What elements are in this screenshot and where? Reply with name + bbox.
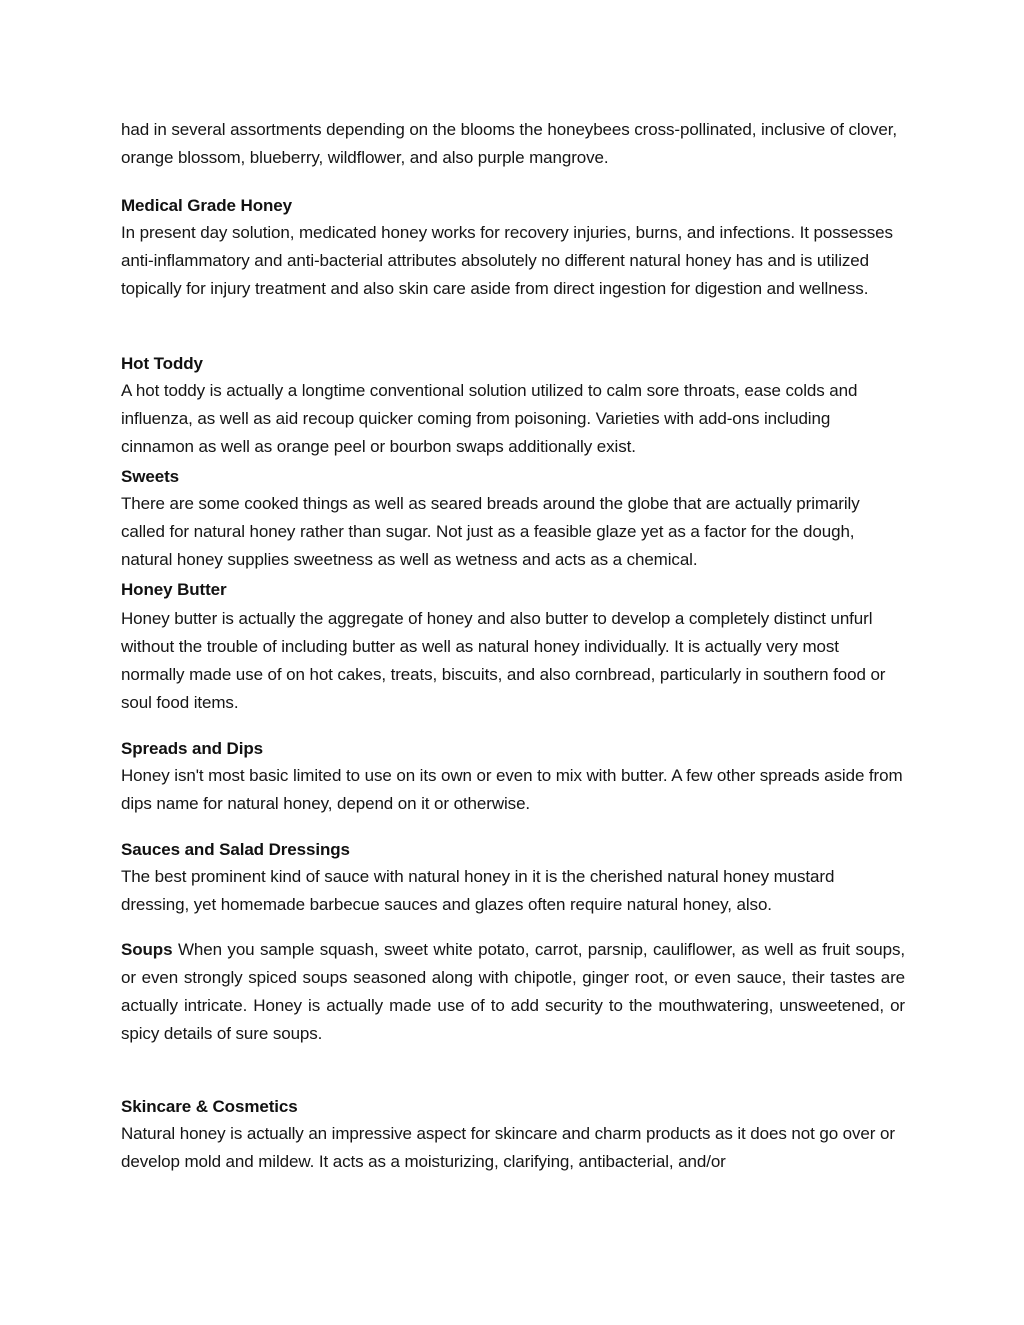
section-medical-grade-honey <box>121 193 905 303</box>
section-body: When you sample squash, sweet white potato, carrot, parsnip, cauliflower, as well as fruit soups, or even strongly spiced soups seasoned along with chipotle, ginger root, or even sauce, their tastes are actually intricate. Honey is actually made use of to add security to the mouthwatering, unsweetened, or spicy details of sure soups. <box>121 940 905 1043</box>
section-body: A hot toddy is actually a longtime conventional solution utilized to calm sore throats, ease colds and influenza, as well as aid recoup quicker coming from poisoning. Varieties with add-ons including cinnamon as well as orange peel or bourbon swaps additionally exist. <box>121 381 858 456</box>
section-heading: Honey Butter <box>121 580 227 599</box>
section-body: In present day solution, medicated honey works for recovery injuries, burns, and infections. It possesses anti-inflammatory and anti-bacterial attributes absolutely no different natural honey has and is utilized topically for injury treatment and also skin care aside from direct ingestion for digestion and wellness. <box>121 223 893 298</box>
section-heading: Soups <box>121 940 173 959</box>
section-body: There are some cooked things as well as seared breads around the globe that are actually primarily called for natural honey rather than sugar. Not just as a feasible glaze yet as a factor for the dough, natural honey supplies sweetness as well as wetness and acts as a chemical. <box>121 494 860 569</box>
section-heading: Skincare & Cosmetics <box>121 1097 298 1116</box>
section-heading: Spreads and Dips <box>121 739 263 758</box>
section-body: Honey butter is actually the aggregate of honey and also butter to develop a completely distinct unfurl without the trouble of including butter as well as natural honey individually. It is actually very most normally made use of on hot cakes, treats, biscuits, and also cornbread, particularly in southern food or soul food items. <box>121 609 886 712</box>
section-body: Honey isn't most basic limited to use on its own or even to mix with butter. A few other spreads aside from dips name for natural honey, depend on it or otherwise. <box>121 766 903 813</box>
section-body-with-inline-heading <box>121 936 905 1048</box>
section-heading: Hot Toddy <box>121 354 203 373</box>
section-spreads-and-dips <box>121 736 905 818</box>
section-body: Natural honey is actually an impressive aspect for skincare and charm products as it does not go over or develop mold and mildew. It acts as a moisturizing, clarifying, antibacterial, and/or <box>121 1124 895 1171</box>
intro-paragraph-block <box>121 116 905 172</box>
section-heading: Sauces and Salad Dressings <box>121 840 350 859</box>
section-sweets <box>121 464 905 574</box>
section-heading: Sweets <box>121 467 179 486</box>
section-soups <box>121 936 905 1048</box>
section-honey-butter <box>121 577 905 717</box>
intro-paragraph: had in several assortments depending on the blooms the honeybees cross-pollinated, inclusive of clover, orange blossom, blueberry, wildflower, and also purple mangrove. <box>121 120 897 167</box>
section-sauces-and-salad-dressings <box>121 837 905 919</box>
section-body: The best prominent kind of sauce with natural honey in it is the cherished natural honey mustard dressing, yet homemade barbecue sauces and glazes often require natural honey, also. <box>121 867 835 914</box>
section-skincare-and-cosmetics <box>121 1094 905 1176</box>
section-hot-toddy <box>121 351 905 461</box>
section-heading: Medical Grade Honey <box>121 196 292 215</box>
